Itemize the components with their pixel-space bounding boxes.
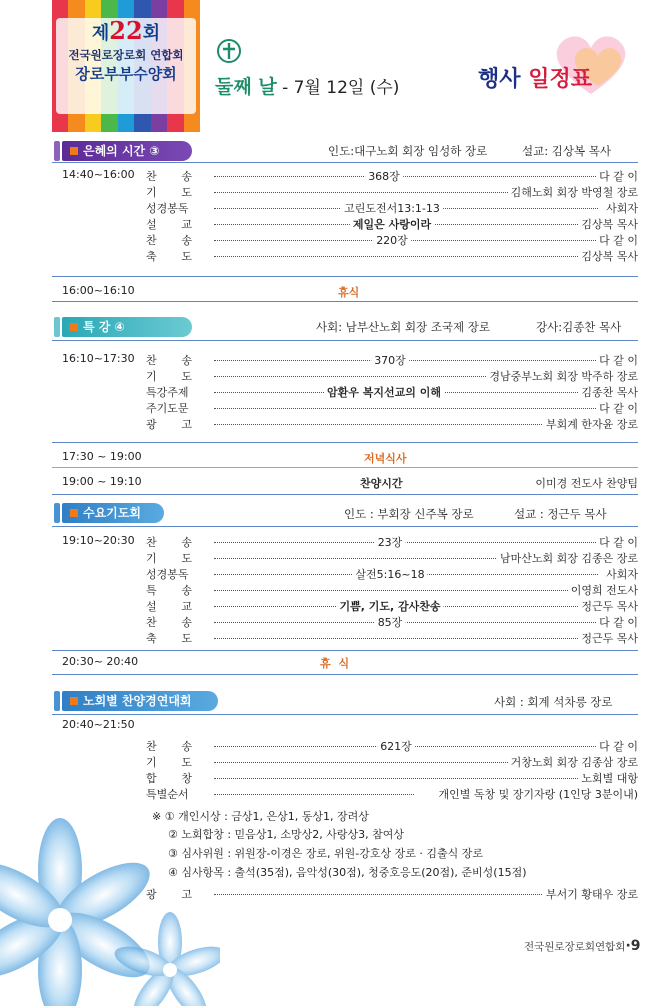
section-time: 20:40~21:50 [62, 718, 135, 731]
row-label: 성경봉독 [146, 202, 189, 215]
square-bullet-icon [70, 697, 78, 705]
row-right: 이영희 전도사 [568, 582, 638, 598]
row-right: 개인별 독창 및 장기자랑 (1인당 3분이내) [436, 786, 638, 802]
row-right: 부서기 황태우 장로 [543, 886, 638, 902]
row-label: 찬 송 [146, 616, 192, 629]
row-right: 다 같 이 [596, 534, 638, 550]
row-center: 370장 [371, 352, 409, 368]
title-part1: 행사 [478, 67, 521, 92]
row-center: 고린도전서13:1-13 [341, 200, 443, 216]
break-time: 17:30 ~ 19:00 [62, 450, 142, 463]
row-center: 220장 [373, 232, 411, 248]
row-label: 특별순서 [146, 788, 189, 801]
row-right: 다 같 이 [596, 400, 638, 416]
row-label: 기 도 [146, 186, 192, 199]
section-speaker: 강사:김종찬 목사 [536, 320, 622, 334]
section-rule [52, 494, 638, 495]
section-rule [52, 276, 638, 277]
leader-dots [214, 794, 414, 795]
row-right: 김종찬 목사 [578, 384, 638, 400]
row-center: 암환우 복지선교의 이해 [324, 384, 444, 400]
leader-dots [214, 590, 598, 591]
criteria-note: ④ 심사항목 : 출석(35점), 음악성(30점), 청중호응도(20점), 준비성(15점) [168, 866, 527, 879]
award-note: ② 노회합창 : 믿음상1, 소망상2, 사랑상3, 참여상 [168, 828, 405, 841]
square-bullet-icon [70, 147, 78, 155]
row-center: 기쁨, 기도, 감사찬송 [336, 598, 443, 614]
row-right: 부회계 한자윤 장로 [543, 416, 638, 432]
logo-number: 22 [109, 16, 143, 45]
row-center: 23장 [375, 534, 406, 550]
logo-org-name: 전국원로장로회 연합회 [68, 48, 184, 62]
row-label: 기 도 [146, 370, 192, 383]
section-rule [52, 467, 638, 468]
page-footer [524, 938, 641, 954]
row-right: 다 같 이 [596, 168, 638, 184]
logo-prefix: 제 [91, 23, 110, 44]
row-label: 기 도 [146, 756, 192, 769]
section-marker [54, 141, 60, 161]
leader-dots [214, 778, 598, 779]
row-right: 다 같 이 [596, 232, 638, 248]
break-label: 휴식 [338, 286, 360, 299]
leader-dots [214, 256, 598, 257]
day-date: - 7월 12일 (수) [282, 78, 400, 98]
row-center: 살전5:16~18 [352, 566, 427, 582]
title-part2: 일정표 [528, 67, 592, 92]
row-label: 찬 송 [146, 170, 192, 183]
row-right: 사회자 [603, 200, 638, 216]
section-leader: 인도:대구노회 회장 임성하 장로 [328, 144, 488, 158]
section-rule [52, 162, 638, 163]
row-label: 특강주제 [146, 386, 189, 399]
row-label: 축 도 [146, 632, 192, 645]
row-right: 거창노회 회장 김종삼 장로 [508, 754, 638, 770]
praise-time-label: 찬양시간 [360, 477, 403, 490]
section-leader: 사회: 남부산노회 회장 조국제 장로 [316, 320, 491, 334]
section-rule [52, 301, 638, 302]
section-rule [52, 650, 638, 651]
section-title: 노회별 찬양경연대회 [83, 694, 192, 708]
section-time: 16:10~17:30 [62, 352, 135, 365]
row-right: 노회별 대항 [578, 770, 638, 786]
row-right: 남마산노회 회장 김종은 장로 [497, 550, 638, 566]
row-label: 찬 송 [146, 354, 192, 367]
break-time: 20:30~ 20:40 [62, 655, 139, 668]
row-label: 찬 송 [146, 234, 192, 247]
section-marker [54, 503, 60, 523]
section-preacher: 설교: 김상복 목사 [522, 144, 611, 158]
row-label: 성경봉독 [146, 568, 189, 581]
section-host: 사회 : 회계 석차릉 장로 [494, 695, 613, 709]
award-note: ※ ① 개인시상 : 금상1, 은상1, 동상1, 장려상 [152, 810, 369, 823]
leader-dots [214, 176, 598, 177]
row-label: 설 교 [146, 218, 192, 231]
section-rule [52, 340, 638, 341]
row-label: 기 도 [146, 552, 192, 565]
row-label: 광 고 [146, 418, 192, 431]
row-center: 85장 [375, 614, 406, 630]
leader-dots [214, 894, 598, 895]
section-marker [54, 317, 60, 337]
section-time: 19:10~20:30 [62, 534, 135, 547]
row-right: 경남중부노회 회장 박주하 장로 [486, 368, 638, 384]
section-title: 특 강 ④ [83, 320, 125, 334]
break-time: 19:00 ~ 19:10 [62, 475, 142, 488]
row-right: 김해노회 회장 박영철 장로 [508, 184, 638, 200]
section-title-bar [62, 691, 218, 711]
row-right: 사회자 [603, 566, 638, 582]
page-title [478, 62, 592, 93]
row-right: 다 같 이 [596, 738, 638, 754]
section-title: 수요기도회 [83, 506, 141, 520]
flower-decoration-icon [0, 730, 220, 1006]
section-leader: 인도 : 부회장 신주복 장로 [344, 507, 474, 521]
break-label: 휴 식 [320, 657, 352, 670]
leader-dots [214, 638, 598, 639]
leader-dots [214, 424, 598, 425]
row-right: 다 같 이 [596, 614, 638, 630]
row-right: 김상복 목사 [578, 216, 638, 232]
section-rule [52, 442, 638, 443]
row-label: 주기도문 [146, 402, 189, 415]
leader-dots [214, 408, 598, 409]
section-preacher: 설교 : 정근두 목사 [514, 507, 607, 521]
day-label: 둘째 날 [215, 76, 277, 98]
row-right: 정근두 목사 [578, 630, 638, 646]
row-label: 특 송 [146, 584, 192, 597]
day-heading [215, 72, 399, 99]
section-rule [52, 674, 638, 675]
row-right: 다 같 이 [596, 352, 638, 368]
break-label: 저녁식사 [364, 452, 407, 465]
event-logo [56, 18, 196, 114]
judges-note: ③ 심사위원 : 위원장-이경은 장로, 위원-강호상 장로 · 김출식 장로 [168, 847, 483, 860]
section-rule [52, 526, 638, 527]
row-label: 축 도 [146, 250, 192, 263]
row-label: 설 교 [146, 600, 192, 613]
praise-team: 이미경 전도사 찬양팀 [535, 477, 638, 490]
section-title-bar [62, 141, 192, 161]
section-title-bar [62, 503, 164, 523]
row-label: 광 고 [146, 888, 192, 901]
row-center: 621장 [377, 738, 415, 754]
leader-dots [214, 622, 598, 623]
logo-event-name: 장로부부수양회 [75, 65, 177, 83]
row-right: 정근두 목사 [578, 598, 638, 614]
section-rule [52, 714, 638, 715]
footer-org: 전국원로장로회연합회 [524, 941, 626, 953]
logo-suffix: 회 [142, 23, 161, 44]
section-title: 은혜의 시간 ③ [83, 144, 160, 158]
page-number: ·9 [625, 938, 641, 954]
row-right: 김상복 목사 [578, 248, 638, 264]
square-bullet-icon [70, 323, 78, 331]
row-label: 찬 송 [146, 536, 192, 549]
square-bullet-icon [70, 509, 78, 517]
break-time: 16:00~16:10 [62, 284, 135, 297]
section-title-bar [62, 317, 192, 337]
leader-dots [214, 542, 598, 543]
row-center: 368장 [365, 168, 403, 184]
cross-icon [216, 38, 242, 64]
section-time: 14:40~16:00 [62, 168, 135, 181]
row-label: 찬 송 [146, 740, 192, 753]
row-label: 합 창 [146, 772, 192, 785]
row-center: 제일은 사랑이라 [350, 216, 434, 232]
section-marker [54, 691, 60, 711]
